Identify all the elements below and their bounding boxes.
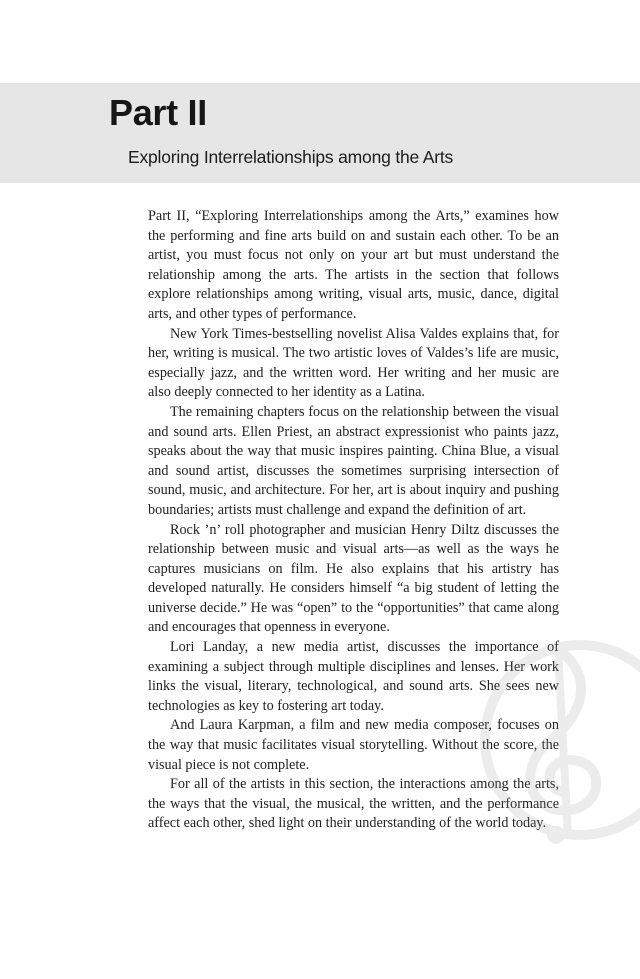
paragraph: Lori Landay, a new media artist, discusses the importance of examining a subject through multiple disciplines and lenses. Her work links the visual, literary, technological, and sound arts. She sees new technologies as key to fostering art today. (148, 639, 559, 714)
part-subtitle: Exploring Interrelationships among the Arts (128, 147, 454, 167)
part-header-banner (0, 83, 640, 183)
paragraph: Rock ’n’ roll photographer and musician Henry Diltz discusses the relationship between music and visual arts—as well as the ways he captures musicians on film. He also explains that his artistry has developed naturally. He considers himself “a big student of letting the universe decide.” He was “open” to the “opportunities” that came along and encourages that openness in everyone. (148, 521, 559, 636)
body-text (148, 207, 559, 834)
paragraph: The remaining chapters focus on the relationship between the visual and sound arts. Ellen Priest, an abstract expressionist who paints jazz, speaks about the way that music inspires painting. China Blue, a visual and sound artist, discusses the sometimes surprising intersection of sound, music, and architecture. For her, art is about inquiry and pushing boundaries; artists must challenge and expand the definition of art. (148, 403, 559, 518)
paragraph: And Laura Karpman, a film and new media composer, focuses on the way that music facilitates visual storytelling. Without the score, the visual piece is not complete. (148, 717, 559, 773)
paragraph: New York Times-bestselling novelist Alisa Valdes explains that, for her, writing is musical. The two artistic loves of Valdes’s life are music, especially jazz, and the written word. Her writing and her music are also deeply connected to her identity as a Latina. (148, 325, 559, 401)
paragraph: For all of the artists in this section, the interactions among the arts, the ways that the visual, the musical, the written, and the performance affect each other, shed light on their understanding of the world today. (148, 776, 559, 832)
part-title: Part II (109, 92, 207, 133)
paragraph: Part II, “Exploring Interrelationships among the Arts,” examines how the performing and fine arts build on and sustain each other. To be an artist, you must focus not only on your art but must understand the relationship among the arts. The artists in the section that follows explore relationships among writing, visual arts, music, dance, digital arts, and other types of performance. (148, 208, 559, 322)
